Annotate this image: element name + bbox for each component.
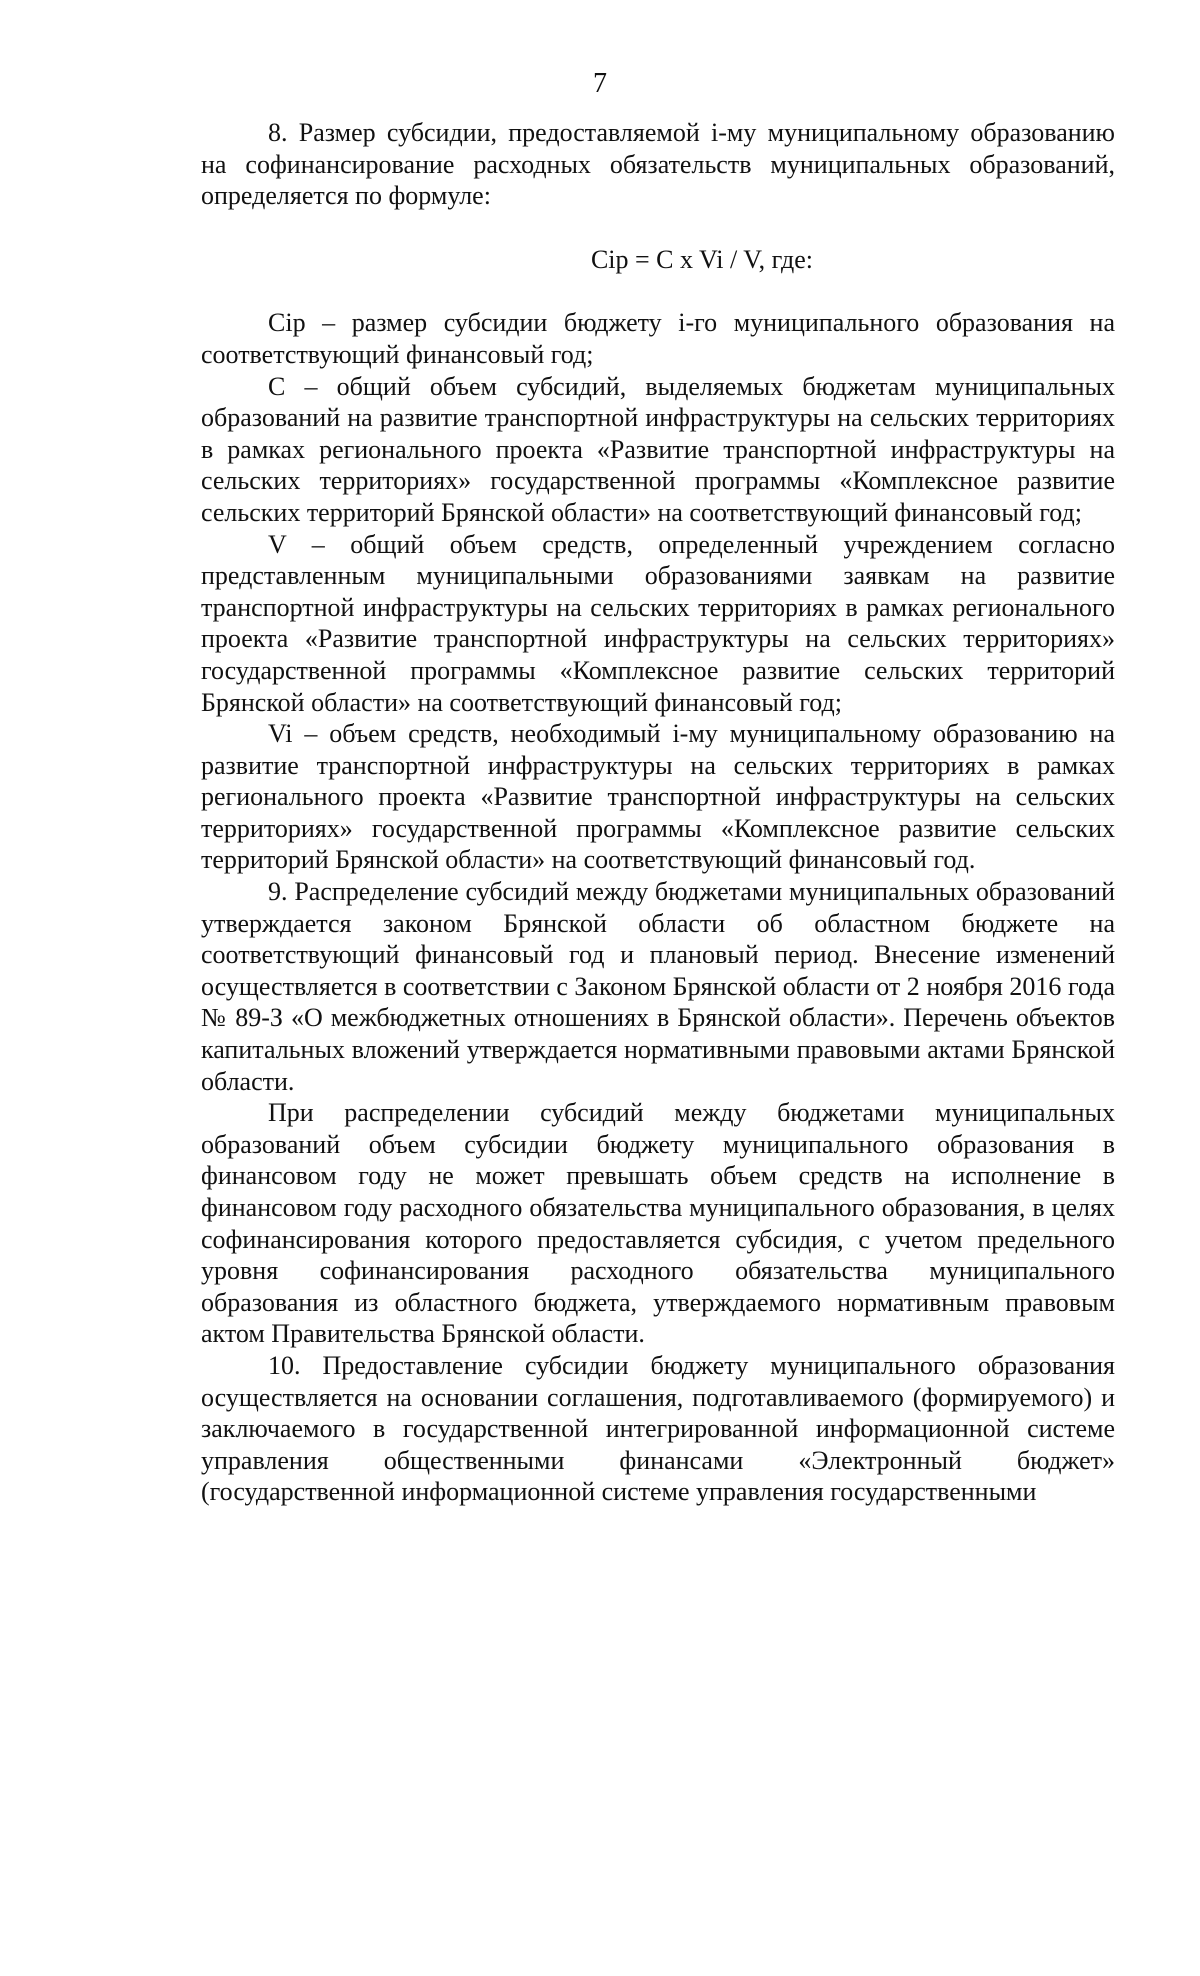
page-number: 7 xyxy=(593,68,607,99)
definition-c: C – общий объем субсидий, выделяемых бюджетам муниципальных образований на развитие транспортной инфраструктуры на сельских территориях в рамках регионального проекта «Развитие транспортной инфраструктуры на сельских территориях» государственной программы «Комплексное развитие сельских территорий Брянской области» на соответствующий финансовый год; xyxy=(201,371,1115,527)
definition-vi: Vi – объем средств, необходимый i-му муниципальному образованию на развитие транспортной инфраструктуры на сельских территориях в рамках регионального проекта «Развитие транспортной инфраструктуры на сельских территориях» государственной программы «Комплексное развитие сельских территорий Брянской области» на соответствующий финансовый год. xyxy=(201,719,1115,875)
formula: Ciр = C x Vi / V, где: xyxy=(590,244,814,274)
paragraph-8: 8. Размер субсидии, предоставляемой i-му муниципальному образованию на софинансирование расходных обязательств муниципальных образований, определяется по формуле: xyxy=(201,118,1115,211)
definition-v: V – общий объем средств, определенный учреждением согласно представленным муниципальными образованиями заявкам на развитие транспортной инфраструктуры на сельских территориях в рамках регионального проекта «Развитие транспортной инфраструктуры на сельских территориях» государственной программы «Комплексное развитие сельских территорий Брянской области» на соответствующий финансовый год; xyxy=(201,529,1115,717)
definition-cip: Ciр – размер субсидии бюджету i-го муниципального образования на соответствующий финансовый год; xyxy=(201,308,1115,369)
document-body xyxy=(201,117,1115,1508)
paragraph-9-distribution: При распределении субсидий между бюджетами муниципальных образований объем субсидии бюджету муниципального образования в финансовом году не может превышать объем средств на исполнение в финансовом году расходного обязательства муниципального образования, в целях софинансирования которого предоставляется субсидия, с учетом предельного уровня софинансирования расходного обязательства муниципального образования из областного бюджета, утверждаемого нормативным правовым актом Правительства Брянской области. xyxy=(201,1098,1115,1349)
paragraph-10: 10. Предоставление субсидии бюджету муниципального образования осуществляется на основании соглашения, подготавливаемого (формируемого) и заключаемого в государственной интегрированной информационной системе управления общественными финансами «Электронный бюджет» (государственной информационной системе управления государственными xyxy=(201,1350,1115,1507)
paragraph-9: 9. Распределение субсидий между бюджетами муниципальных образований утверждается законом Брянской области об областном бюджете на соответствующий финансовый год и плановый период. Внесение изменений осуществляется в соответствии с Законом Брянской области от 2 ноября 2016 года № 89-З «О межбюджетных отношениях в Брянской области». Перечень объектов капитальных вложений утверждается нормативными правовыми актами Брянской области. xyxy=(201,877,1115,1096)
